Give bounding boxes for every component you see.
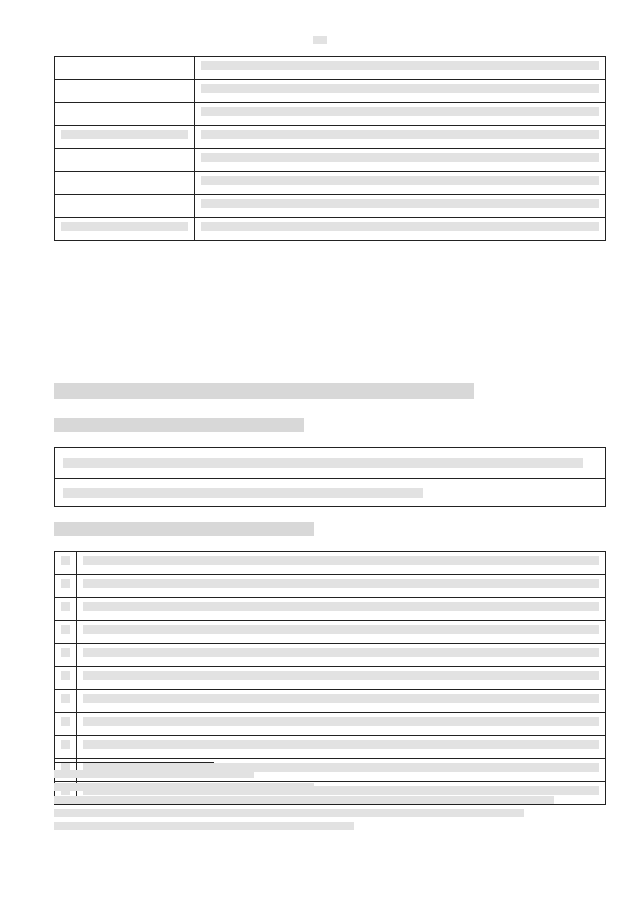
section-heading — [54, 383, 474, 399]
table-cell — [55, 598, 77, 621]
footnote — [54, 796, 554, 804]
table-row — [55, 57, 606, 80]
footnote — [54, 809, 524, 817]
table-row — [55, 736, 606, 759]
table-row — [55, 575, 606, 598]
table-cell — [77, 598, 606, 621]
divider — [55, 478, 605, 479]
text-placeholder — [63, 458, 583, 468]
text-placeholder — [63, 488, 423, 498]
table-cell — [195, 57, 606, 80]
footnote-divider — [54, 762, 214, 763]
table-cell — [55, 575, 77, 598]
table-row — [55, 621, 606, 644]
table-cell — [55, 218, 195, 241]
subsection-heading — [54, 522, 314, 536]
table-row — [55, 172, 606, 195]
table-cell — [195, 149, 606, 172]
table-cell — [55, 172, 195, 195]
table-cell — [55, 621, 77, 644]
table-row — [55, 80, 606, 103]
table-cell — [55, 195, 195, 218]
table-row — [55, 552, 606, 575]
table-cell — [77, 552, 606, 575]
table-row — [55, 218, 606, 241]
table-row — [55, 690, 606, 713]
table-cell — [55, 690, 77, 713]
table-cell — [195, 80, 606, 103]
table-cell — [55, 736, 77, 759]
footnote — [54, 770, 254, 778]
table-cell — [77, 713, 606, 736]
table-cell — [55, 713, 77, 736]
table-cell — [195, 218, 606, 241]
table-cell — [195, 103, 606, 126]
table-cell — [77, 667, 606, 690]
table-row — [55, 103, 606, 126]
table-row — [55, 644, 606, 667]
responsible-organization-box — [54, 447, 606, 507]
table-cell — [77, 621, 606, 644]
table-cell — [55, 103, 195, 126]
table-cell — [77, 575, 606, 598]
table-cell — [55, 667, 77, 690]
table-cell — [55, 126, 195, 149]
table-cell — [55, 80, 195, 103]
subsection-heading — [54, 418, 304, 432]
table-row — [55, 195, 606, 218]
table-cell — [77, 690, 606, 713]
table-cell — [195, 126, 606, 149]
table-row — [55, 149, 606, 172]
table-cell — [77, 644, 606, 667]
table-cell — [55, 644, 77, 667]
table-cell — [195, 172, 606, 195]
table-cell — [55, 57, 195, 80]
footnote — [54, 783, 314, 791]
table-row — [55, 667, 606, 690]
developers-table — [54, 551, 606, 805]
table-row — [55, 126, 606, 149]
table-cell — [55, 552, 77, 575]
table-row — [55, 713, 606, 736]
page-number — [0, 36, 640, 48]
requirements-table — [54, 56, 606, 241]
table-cell — [77, 736, 606, 759]
table-row — [55, 598, 606, 621]
table-cell — [195, 195, 606, 218]
footnote — [54, 822, 354, 830]
footnotes — [54, 770, 574, 835]
table-cell — [55, 149, 195, 172]
